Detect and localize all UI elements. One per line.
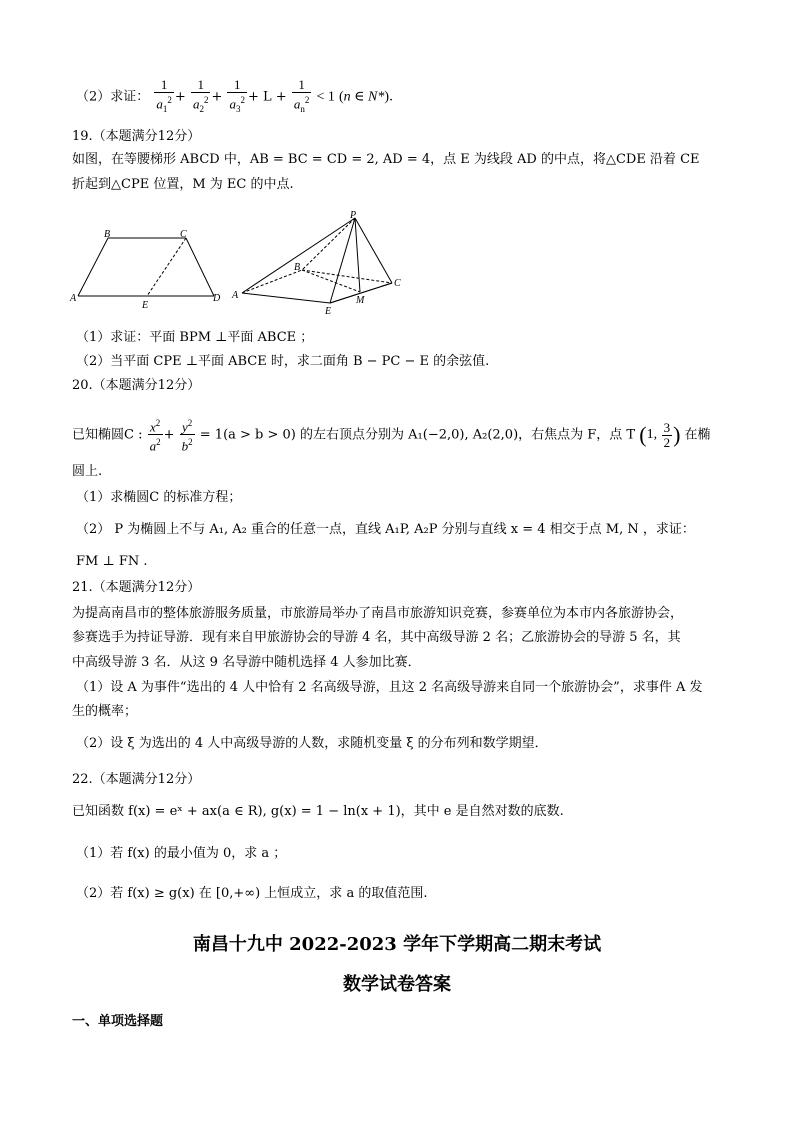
answer-title: 南昌十九中 2022-2023 学年下学期高二期末考试 [192, 934, 602, 955]
q21-part1-line1: （1）设 A 为事件“选出的 4 人中恰有 2 名高级导游，且这 2 名高级导游来自同一个旅游协会”，求事件 A 发 [76, 680, 703, 695]
frac-1: $\frac{1}{a_1^2}$ [156, 77, 172, 114]
q20-line1-tail: 在椭 [684, 427, 711, 443]
q18-end: . [389, 89, 394, 105]
q20-line1: 已知椭圆C : $\frac{x^2}{a^2}$ + $\frac{y^2}{b^2}$ = 1(a > b > 0) 的左右顶点分别为 A₁(−2,0), A₂(2,0)，右焦点为 F，点 T (1, $\frac{3}{2}$ ) 在椭 [72, 418, 711, 454]
answer-section-1: 一、单项选择题 [72, 1014, 164, 1029]
q20-part1: （1）求椭圆C 的标准方程； [76, 490, 242, 505]
fig1-label-B: B [104, 229, 111, 240]
q19-line2: 折起到△CPE 位置，M 为 EC 的中点. [72, 177, 294, 192]
q21-part1-line2: 生的概率； [72, 704, 138, 719]
q22-part2: （2）若 f(x) ≥ g(x) 在 [0,+∞) 上恒成立，求 a 的取值范围. [76, 886, 428, 901]
frac-y2-b2: $\frac{y^2}{b^2}$ [181, 418, 193, 454]
q21-line3: 中高级导游 3 名．从这 9 名导游中随机选择 4 人参加比赛． [72, 655, 421, 670]
q20-line2: 圆上. [72, 464, 103, 479]
q20-part2-line2: FM ⊥ FN . [76, 554, 148, 569]
frac-2: $\frac{1}{a_2^2}$ [192, 77, 209, 114]
q19-line1: 如图，在等腰梯形 ABCD 中，AB = BC = CD = 2, AD = 4，点 E 为线段 AD 的中点，将△CDE 沿着 CE [72, 152, 700, 167]
fig2-label-A: A [232, 290, 239, 301]
frac-3: $\frac{1}{a_3^2}$ [229, 77, 245, 114]
q22-line1: 已知函数 f(x) = eˣ + ax(a ∈ R), g(x) = 1 − ln(x + 1)，其中 e 是自然对数的底数. [72, 804, 564, 819]
fig1-label-C: C [180, 229, 187, 240]
q22-header: 22.（本题满分12分） [72, 772, 201, 787]
q20-line1-body: = 1(a > b > 0) 的左右顶点分别为 A₁(−2,0), A₂(2,0)，右焦点为 F，点 T [199, 427, 636, 443]
figure-trapezoid [68, 228, 228, 310]
fig1-label-E: E [142, 300, 149, 310]
q21-part2: （2）设 ξ 为选出的 4 人中高级导游的人数，求随机变量 ξ 的分布列和数学期望． [76, 736, 548, 751]
frac-n: $\frac{1}{a_n^2}$ [293, 77, 310, 114]
fig1-label-A: A [70, 293, 77, 304]
q21-header: 21.（本题满分12分） [72, 580, 201, 595]
fig2-label-E: E [325, 306, 332, 316]
q21-line2: 参赛选手为持证导游．现有来自甲旅游协会的导游 4 名，其中高级导游 2 名；乙旅游协会的导游 5 名，其 [72, 630, 681, 645]
q20-point-T: 1, $\frac{3}{2}$ [646, 419, 671, 450]
q18-part2: （2）求证： $\frac{1}{a_1^2}$ + $\frac{1}{a_2^2}$ + $\frac{1}{a_3^2}$ + L + $\frac{1}{a_n^2}$ < 1 (n ∈ N*). [76, 77, 394, 114]
q20-ellipse-label: 已知椭圆C : [72, 427, 143, 443]
q20-part2-line1: （2） P 为椭圆上不与 A₁, A₂ 重合的任意一点，直线 A₁P, A₂P 分别与直线 x = 4 相交于点 M, N ，求证： [76, 522, 695, 537]
frac-x2-a2: $\frac{x^2}{a^2}$ [149, 418, 161, 454]
q19-part2: （2）当平面 CPE ⊥平面 ABCE 时，求二面角 B − PC − E 的余弦值. [76, 354, 490, 369]
q18-part2-prefix: （2）求证： [76, 89, 150, 105]
q19-part1: （1）求证：平面 BPM ⊥平面 ABCE ； [76, 330, 314, 345]
q19-header: 19.（本题满分12分） [72, 129, 201, 144]
fig2-label-P: P [350, 210, 357, 221]
fig2-label-B: B [294, 262, 301, 273]
q18-cond: n ∈ N* [343, 89, 385, 105]
fig2-label-C: C [394, 278, 401, 289]
q20-header: 20.（本题满分12分） [72, 378, 201, 393]
q22-part1: （1）若 f(x) 的最小值为 0，求 a ； [76, 846, 287, 861]
q18-ineq: < 1 [316, 89, 335, 105]
answer-subtitle: 数学试卷答案 [343, 974, 451, 995]
fig1-label-D: D [213, 293, 221, 304]
fig2-label-M: M [356, 295, 365, 306]
figure-pyramid [230, 208, 405, 316]
q21-line1: 为提高南昌市的整体旅游服务质量，市旅游局举办了南昌市旅游知识竞赛，参赛单位为本市内各旅游协会， [72, 606, 684, 621]
